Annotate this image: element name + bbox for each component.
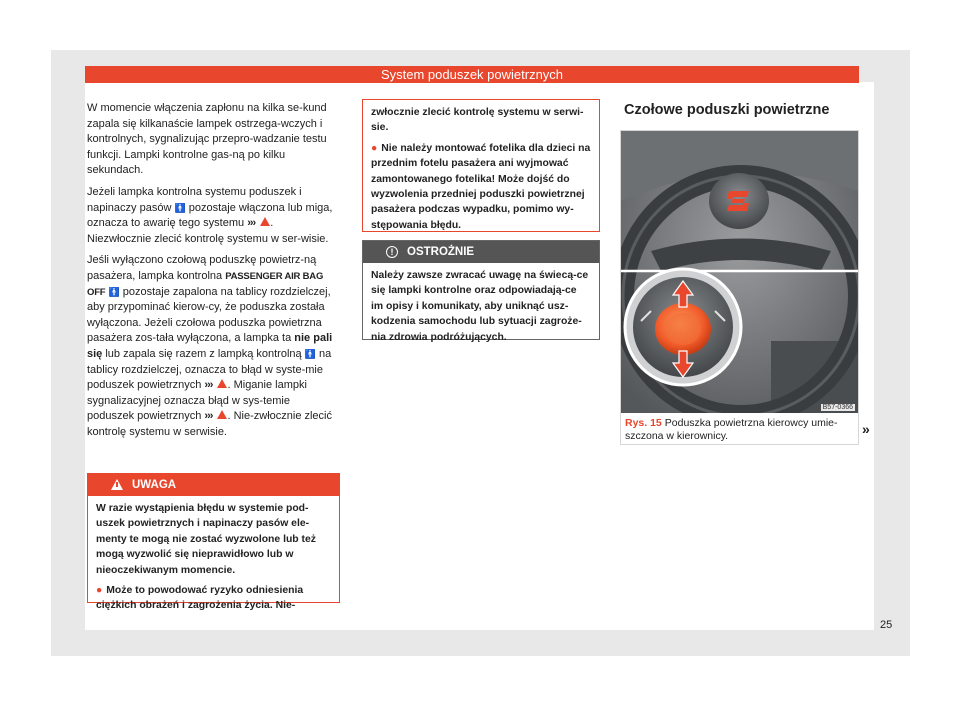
paragraph-3: Jeśli wyłączono czołową poduszkę powietrz-ną pasażera, lampka kontrolna PASSENGER AIR BAG OFF 🚹 pozostaje zapalona na tablicy rozdzielczej, aby przypominać kierow-cy, że poduszka została wyłączona. Jeżeli czołowa poduszka powietrzna pasażera zos-tała wyłączona, a lampka ta nie pali się lub zapala się razem z lampką kontrolną 🚹 na tablicy rozdzielczej, oznacza to błąd w syste-mie poduszek powietrznych ››› . Miganie lampki sygnalizacyjnej oznacza błąd w sys-temie poduszek powietrznych ››› . Nie-zwłocznie zlecić kontrolę systemu w serwisie. — [87, 254, 333, 438]
caution-header: ! OSTROŻNIE — [363, 241, 599, 263]
paragraph-1: W momencie włączenia zapłonu na kilka se-kund zapala się kilkanaście lampek ostrzega-wczych i kontrolnych, sygnalizując przepro-wadzanie testu funkcji. Lampki kontrolne gas-ną po kilku sekundach. — [87, 102, 327, 177]
section-header: System poduszek powietrznych — [85, 66, 859, 83]
caution-box — [362, 240, 600, 343]
steering-wheel-illustration — [621, 131, 858, 413]
body-text-column — [87, 101, 340, 446]
warning-triangle-icon — [217, 410, 227, 419]
bullet-icon: ● — [96, 585, 103, 597]
continue-arrow-icon[interactable]: » — [862, 421, 870, 437]
reference-arrows[interactable]: ››› — [247, 217, 256, 230]
page-number: 25 — [880, 619, 893, 631]
info-icon: ! — [386, 246, 398, 258]
figure — [620, 130, 859, 445]
section-title: Czołowe poduszki powietrzne — [624, 102, 830, 118]
emphasis-text: nie pali się — [87, 332, 333, 360]
warning-triangle-icon — [260, 217, 270, 226]
warning-body-continued: zwłocznie zlecić kontrolę systemu w serwi-sie. ● Nie należy montować fotelika dla dzieci na przednim fotelu pasażera ani wyjmować zamontowanego fotelika! Może dojść do wyzwolenia przedniej poduszki powietrznej pasażera podczas wypadku, pomimo wy-stępowania błędu. — [371, 107, 591, 231]
warning-box-continued — [362, 99, 600, 232]
warning-body: W razie wystąpienia błędu w systemie pod-uszek powietrznych i napinaczy pasów ele-menty te mogą nie zostać wyzwolone lub też mogą wyzwolić się nieprawidłowo lub w nieoczekiwanym momencie. ● Może to powodować ryzyko odniesienia ciężkich obrażeń i zagrożenia życia. Nie- — [96, 503, 316, 612]
belt-warning-icon: 🚹 — [174, 202, 186, 213]
warning-box — [87, 473, 340, 612]
passenger-airbag-icon: 🚹 — [108, 286, 120, 297]
steering-wheel-airbag-image — [621, 131, 858, 413]
reference-arrows[interactable]: ››› — [204, 379, 213, 392]
bullet-icon: ● — [371, 142, 378, 154]
figure-code: B57-0366 — [822, 404, 853, 411]
caution-body: Należy zawsze zwracać uwagę na świecą-ce się lampki kontrolne oraz odpowiadają-ce im opisy i komunikaty, aby uniknąć usz-kodzenia samochodu lub sytuacji zagroże-nia zdrowia podróżujących. — [371, 270, 589, 343]
passenger-airbag-off-label: PASSENGER AIR BAG OFF — [87, 270, 324, 298]
warning-triangle-icon — [217, 379, 227, 388]
warning-header: UWAGA — [88, 474, 339, 496]
reference-arrows[interactable]: ››› — [204, 410, 213, 423]
figure-caption: Rys. 15 Poduszka powietrzna kierowcy umie-szczona w kierownicy. — [625, 417, 838, 442]
figure-label: Rys. 15 — [625, 417, 662, 429]
paragraph-2: Jeżeli lampka kontrolna systemu poduszek i napinaczy pasów 🚹 pozostaje włączona lub miga, oznacza to awarię tego systemu ››› . Niezwłocznie zlecić kontrolę systemu w ser-wisie. — [87, 185, 333, 245]
warning-triangle-icon — [111, 479, 123, 490]
belt-warning-icon: 🚹 — [304, 348, 316, 359]
